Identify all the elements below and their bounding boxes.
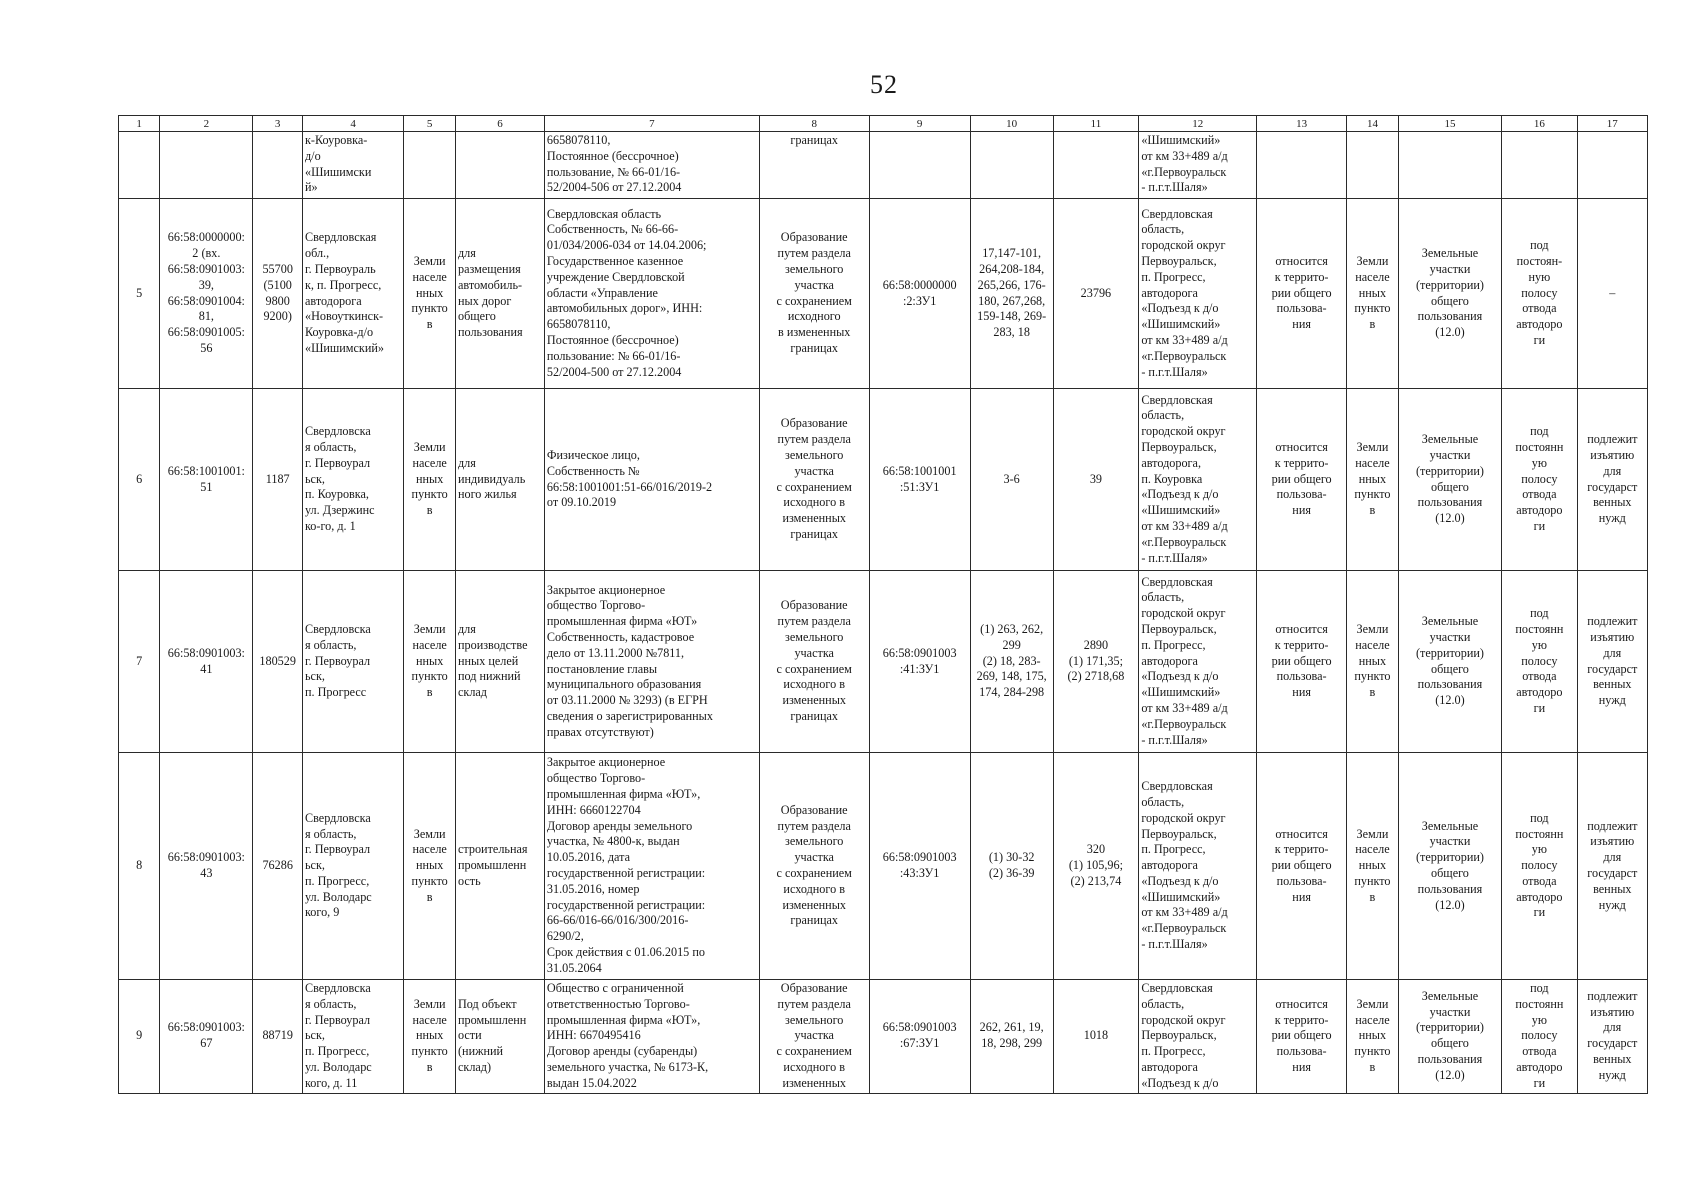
column-header: 10 [970,116,1053,132]
area-cell: 1187 [253,389,303,571]
row-number-cell [119,132,160,199]
address-cell: Свердловская обл., г. Первоураль к, п. Прогресс, автодорога «Новоуткинск- Коуровка-д/о «Шишимский» [302,199,403,389]
table-row [119,389,1648,571]
rights-holder-cell: Закрытое акционерное общество Торгово- промышленная фирма «ЮТ», ИНН: 6660122704 Договор аренды земельного участка, № 4800-к, выдан 10.05.2016, дата государственной регистрации: 31.05.2016, номер государственной регистрации: 66-66/016-66/016/300/2016- 6290/2, Срок действия с 01.06.2015 по 31.05.2064 [544,753,759,980]
formation-method-cell: Образование путем раздела земельного участка с сохранением исходного в измененных границах [759,199,869,389]
land-category-cell [404,132,456,199]
new-area-cell: 1018 [1053,980,1139,1094]
row-number-cell: 9 [119,980,160,1094]
new-plot-number-cell: 66:58:0901003 :41:ЗУ1 [869,571,970,753]
table-row [119,571,1648,753]
column-header: 16 [1502,116,1577,132]
point-numbers-cell: 262, 261, 19, 18, 298, 299 [970,980,1053,1094]
new-land-category-cell [1347,132,1399,199]
permitted-use-cell: для производстве нных целей под нижний склад [455,571,544,753]
new-plot-address-cell: Свердловская область, городской округ Первоуральск, п. Прогресс, автодорога «Подъезд к д/о «Шишимский» от км 33+489 а/д «г.Первоуральск - п.г.т.Шаля» [1139,199,1257,389]
point-numbers-cell: 17,147-101, 264,208-184, 265,266, 176- 180, 267,268, 159-148, 269- 283, 18 [970,199,1053,389]
new-plot-address-cell: «Шишимский» от км 33+489 а/д «г.Первоуральск - п.г.т.Шаля» [1139,132,1257,199]
new-plot-address-cell: Свердловская область, городской округ Первоуральск, п. Прогресс, автодорога «Подъезд к д/о «Шишимский» от км 33+489 а/д «г.Первоуральск - п.г.т.Шаля» [1139,753,1257,980]
cadastral-number-cell: 66:58:0000000: 2 (вх. 66:58:0901003: 39, 66:58:0901004: 81, 66:58:0901005: 56 [160,199,253,389]
permitted-use-cell: строительная промышленн ость [455,753,544,980]
new-land-category-cell: Земли населе нных пункто в [1347,753,1399,980]
rights-holder-cell: Свердловская область Собственность, № 66-66- 01/034/2006-034 от 14.04.2006; Государственное казенное учреждение Свердловской области «Управление автомобильных дорог», ИНН: 6658078110, Постоянное (бессрочное) пользование: № 66-01/16- 52/2004-500 от 27.12.2004 [544,199,759,389]
column-header: 9 [869,116,970,132]
new-plot-number-cell: 66:58:0901003 :67:ЗУ1 [869,980,970,1094]
column-header: 6 [455,116,544,132]
new-permitted-use-cell: Земельные участки (территории) общего пользования (12.0) [1398,980,1501,1094]
land-plot-register-table [118,115,1648,1094]
purpose-cell: под постоян- ную полосу отвода автодоро ги [1502,199,1577,389]
new-permitted-use-cell: Земельные участки (территории) общего пользования (12.0) [1398,199,1501,389]
new-permitted-use-cell: Земельные участки (территории) общего пользования (12.0) [1398,753,1501,980]
permitted-use-cell: для размещения автомобиль- ных дорог общего пользования [455,199,544,389]
territory-type-cell [1257,132,1347,199]
formation-method-cell: Образование путем раздела земельного участка с сохранением исходного в измененных границах [759,753,869,980]
row-number-cell: 5 [119,199,160,389]
table-row [119,132,1648,199]
column-header: 15 [1398,116,1501,132]
column-header: 7 [544,116,759,132]
column-header: 11 [1053,116,1139,132]
area-cell: 76286 [253,753,303,980]
rights-holder-cell: Закрытое акционерное общество Торгово- промышленная фирма «ЮТ» Собственность, кадастровое дело от 13.11.2000 №7811, постановление главы муниципального образования от 03.11.2000 № 3293) (в ЕГРН сведения о зарегистрированных правах отсутствуют) [544,571,759,753]
land-category-cell: Земли населе нных пункто в [404,199,456,389]
address-cell: Свердловска я область, г. Первоурал ьск, п. Прогресс [302,571,403,753]
land-category-cell: Земли населе нных пункто в [404,571,456,753]
column-header: 8 [759,116,869,132]
new-plot-number-cell: 66:58:0000000 :2:ЗУ1 [869,199,970,389]
new-area-cell: 320 (1) 105,96; (2) 213,74 [1053,753,1139,980]
note-cell: – [1577,199,1647,389]
column-header: 17 [1577,116,1647,132]
territory-type-cell: относится к террито- рии общего пользова- ния [1257,753,1347,980]
row-number-cell: 8 [119,753,160,980]
territory-type-cell: относится к террито- рии общего пользова- ния [1257,571,1347,753]
purpose-cell: под постоянн ую полосу отвода автодоро ги [1502,389,1577,571]
address-cell: Свердловска я область, г. Первоурал ьск, п. Прогресс, ул. Володарс кого, д. 11 [302,980,403,1094]
territory-type-cell: относится к террито- рии общего пользова- ния [1257,980,1347,1094]
note-cell: подлежит изъятию для государст венных нужд [1577,980,1647,1094]
formation-method-cell: Образование путем раздела земельного участка с сохранением исходного в измененных границах [759,389,869,571]
formation-method-cell: границах [759,132,869,199]
permitted-use-cell [455,132,544,199]
formation-method-cell: Образование путем раздела земельного участка с сохранением исходного в измененных [759,980,869,1094]
new-plot-address-cell: Свердловская область, городской округ Первоуральск, автодорога, п. Коуровка «Подъезд к д/о «Шишимский» от км 33+489 а/д «г.Первоуральск - п.г.т.Шаля» [1139,389,1257,571]
point-numbers-cell: 3-6 [970,389,1053,571]
purpose-cell: под постоянн ую полосу отвода автодоро ги [1502,753,1577,980]
area-cell: 88719 [253,980,303,1094]
land-category-cell: Земли населе нных пункто в [404,980,456,1094]
new-permitted-use-cell [1398,132,1501,199]
address-cell: Свердловска я область, г. Первоурал ьск, п. Коуровка, ул. Дзержинс ко-го, д. 1 [302,389,403,571]
column-number-row [119,116,1648,132]
permitted-use-cell: Под объект промышленн ости (нижний склад) [455,980,544,1094]
note-cell [1577,132,1647,199]
column-header: 3 [253,116,303,132]
area-cell: 55700 (5100 9800 9200) [253,199,303,389]
new-permitted-use-cell: Земельные участки (территории) общего пользования (12.0) [1398,389,1501,571]
new-plot-number-cell: 66:58:0901003 :43:ЗУ1 [869,753,970,980]
address-cell: к-Коуровка- д/о «Шишимски й» [302,132,403,199]
new-land-category-cell: Земли населе нных пункто в [1347,980,1399,1094]
cadastral-number-cell: 66:58:0901003: 67 [160,980,253,1094]
new-plot-address-cell: Свердловская область, городской округ Первоуральск, п. Прогресс, автодорога «Подъезд к д/о «Шишимский» от км 33+489 а/д «г.Первоуральск - п.г.т.Шаля» [1139,571,1257,753]
permitted-use-cell: для индивидуаль ного жилья [455,389,544,571]
new-land-category-cell: Земли населе нных пункто в [1347,571,1399,753]
note-cell: подлежит изъятию для государст венных нужд [1577,753,1647,980]
column-header: 14 [1347,116,1399,132]
new-land-category-cell: Земли населе нных пункто в [1347,199,1399,389]
address-cell: Свердловска я область, г. Первоурал ьск, п. Прогресс, ул. Володарс кого, 9 [302,753,403,980]
table-row [119,199,1648,389]
new-area-cell [1053,132,1139,199]
cadastral-number-cell: 66:58:0901003: 41 [160,571,253,753]
purpose-cell: под постоянн ую полосу отвода автодоро ги [1502,980,1577,1094]
new-area-cell: 23796 [1053,199,1139,389]
note-cell: подлежит изъятию для государст венных нужд [1577,571,1647,753]
formation-method-cell: Образование путем раздела земельного участка с сохранением исходного в измененных границах [759,571,869,753]
area-cell: 180529 [253,571,303,753]
point-numbers-cell: (1) 30-32 (2) 36-39 [970,753,1053,980]
land-category-cell: Земли населе нных пункто в [404,389,456,571]
new-plot-number-cell: 66:58:1001001 :51:ЗУ1 [869,389,970,571]
column-header: 12 [1139,116,1257,132]
point-numbers-cell [970,132,1053,199]
purpose-cell [1502,132,1577,199]
cadastral-number-cell: 66:58:0901003: 43 [160,753,253,980]
page-number: 52 [870,70,898,99]
table-row [119,753,1648,980]
land-category-cell: Земли населе нных пункто в [404,753,456,980]
purpose-cell: под постоянн ую полосу отвода автодоро ги [1502,571,1577,753]
point-numbers-cell: (1) 263, 262, 299 (2) 18, 283- 269, 148, 175, 174, 284-298 [970,571,1053,753]
new-area-cell: 39 [1053,389,1139,571]
new-permitted-use-cell: Земельные участки (территории) общего пользования (12.0) [1398,571,1501,753]
territory-type-cell: относится к террито- рии общего пользова- ния [1257,389,1347,571]
row-number-cell: 6 [119,389,160,571]
new-plot-address-cell: Свердловская область, городской округ Первоуральск, п. Прогресс, автодорога «Подъезд к д/о [1139,980,1257,1094]
rights-holder-cell: Физическое лицо, Собственность № 66:58:1001001:51-66/016/2019-2 от 09.10.2019 [544,389,759,571]
column-header: 4 [302,116,403,132]
row-number-cell: 7 [119,571,160,753]
column-header: 1 [119,116,160,132]
cadastral-number-cell: 66:58:1001001: 51 [160,389,253,571]
rights-holder-cell: Общество с ограниченной ответственностью Торгово- промышленная фирма «ЮТ», ИНН: 6670495416 Договор аренды (субаренды) земельного участка, № 6173-К, выдан 15.04.2022 [544,980,759,1094]
area-cell [253,132,303,199]
column-header: 2 [160,116,253,132]
rights-holder-cell: 6658078110, Постоянное (бессрочное) пользование, № 66-01/16- 52/2004-506 от 27.12.2004 [544,132,759,199]
table-row [119,980,1648,1094]
column-header: 13 [1257,116,1347,132]
new-land-category-cell: Земли населе нных пункто в [1347,389,1399,571]
note-cell: подлежит изъятию для государст венных нужд [1577,389,1647,571]
column-header: 5 [404,116,456,132]
territory-type-cell: относится к террито- рии общего пользова- ния [1257,199,1347,389]
cadastral-number-cell [160,132,253,199]
new-area-cell: 2890 (1) 171,35; (2) 2718,68 [1053,571,1139,753]
new-plot-number-cell [869,132,970,199]
